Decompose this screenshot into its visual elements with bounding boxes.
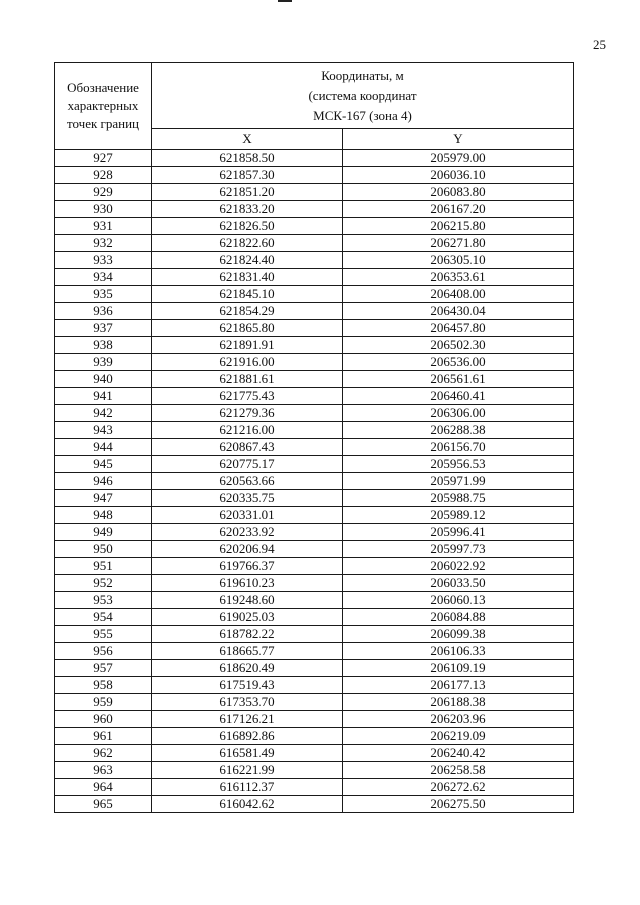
table-row [55, 167, 574, 184]
y-cell: 206288.38 [343, 422, 574, 439]
point-cell: 941 [55, 388, 152, 405]
table-row [55, 541, 574, 558]
point-cell: 943 [55, 422, 152, 439]
y-cell: 206536.00 [343, 354, 574, 371]
x-cell: 621833.20 [152, 201, 343, 218]
coordinates-title-line-2: (система координат [308, 87, 417, 103]
point-cell: 931 [55, 218, 152, 235]
x-cell: 619025.03 [152, 609, 343, 626]
y-cell: 206457.80 [343, 320, 574, 337]
table-row [55, 371, 574, 388]
y-cell: 206203.96 [343, 711, 574, 728]
table-row [55, 694, 574, 711]
x-cell: 621881.61 [152, 371, 343, 388]
y-cell: 205989.12 [343, 507, 574, 524]
y-cell: 206060.13 [343, 592, 574, 609]
table-row [55, 473, 574, 490]
table-row [55, 711, 574, 728]
x-cell: 621775.43 [152, 388, 343, 405]
table-row [55, 592, 574, 609]
table-row [55, 677, 574, 694]
point-column-header: Обозначение характерных точек границ [55, 63, 152, 150]
y-cell: 206099.38 [343, 626, 574, 643]
y-cell: 205997.73 [343, 541, 574, 558]
point-cell: 958 [55, 677, 152, 694]
point-cell: 952 [55, 575, 152, 592]
y-cell: 206408.00 [343, 286, 574, 303]
point-cell: 962 [55, 745, 152, 762]
table-row [55, 218, 574, 235]
coordinates-table [54, 62, 574, 813]
table-row [55, 507, 574, 524]
x-cell: 616221.99 [152, 762, 343, 779]
point-cell: 949 [55, 524, 152, 541]
table-row [55, 337, 574, 354]
x-cell: 621822.60 [152, 235, 343, 252]
table-row [55, 303, 574, 320]
x-cell: 621891.91 [152, 337, 343, 354]
table-row [55, 201, 574, 218]
table-header [55, 63, 574, 150]
table-row [55, 286, 574, 303]
x-cell: 616581.49 [152, 745, 343, 762]
x-cell: 618782.22 [152, 626, 343, 643]
y-cell: 206083.80 [343, 184, 574, 201]
x-cell: 621279.36 [152, 405, 343, 422]
table-body [55, 150, 574, 813]
x-cell: 617353.70 [152, 694, 343, 711]
point-cell: 947 [55, 490, 152, 507]
y-cell: 206502.30 [343, 337, 574, 354]
point-cell: 929 [55, 184, 152, 201]
y-cell: 206219.09 [343, 728, 574, 745]
x-cell: 620775.17 [152, 456, 343, 473]
x-cell: 619610.23 [152, 575, 343, 592]
point-cell: 933 [55, 252, 152, 269]
point-cell: 961 [55, 728, 152, 745]
y-cell: 205979.00 [343, 150, 574, 167]
point-cell: 964 [55, 779, 152, 796]
table-row [55, 796, 574, 813]
point-cell: 948 [55, 507, 152, 524]
y-cell: 206460.41 [343, 388, 574, 405]
coordinates-title-line-1: Координаты, м [321, 67, 404, 83]
point-cell: 942 [55, 405, 152, 422]
x-cell: 618620.49 [152, 660, 343, 677]
y-cell: 205971.99 [343, 473, 574, 490]
x-cell: 618665.77 [152, 643, 343, 660]
point-cell: 936 [55, 303, 152, 320]
y-cell: 205988.75 [343, 490, 574, 507]
table-row [55, 490, 574, 507]
y-cell: 206275.50 [343, 796, 574, 813]
table-row [55, 660, 574, 677]
table-row [55, 456, 574, 473]
table-row [55, 439, 574, 456]
table-row [55, 422, 574, 439]
table-row [55, 252, 574, 269]
point-cell: 946 [55, 473, 152, 490]
point-cell: 940 [55, 371, 152, 388]
x-cell: 620563.66 [152, 473, 343, 490]
x-cell: 620867.43 [152, 439, 343, 456]
x-cell: 621831.40 [152, 269, 343, 286]
x-cell: 621824.40 [152, 252, 343, 269]
y-cell: 206167.20 [343, 201, 574, 218]
y-cell: 206272.62 [343, 779, 574, 796]
y-cell: 206036.10 [343, 167, 574, 184]
x-cell: 621826.50 [152, 218, 343, 235]
point-cell: 937 [55, 320, 152, 337]
point-cell: 939 [55, 354, 152, 371]
x-cell: 621845.10 [152, 286, 343, 303]
x-cell: 621865.80 [152, 320, 343, 337]
table-row [55, 150, 574, 167]
point-cell: 932 [55, 235, 152, 252]
y-cell: 206109.19 [343, 660, 574, 677]
y-cell: 206258.58 [343, 762, 574, 779]
y-cell: 206188.38 [343, 694, 574, 711]
point-cell: 963 [55, 762, 152, 779]
table-row [55, 320, 574, 337]
x-cell: 621854.29 [152, 303, 343, 320]
y-cell: 206106.33 [343, 643, 574, 660]
coordinates-title-line-3: МСК-167 (зона 4) [313, 107, 412, 123]
table-row [55, 643, 574, 660]
table-row [55, 524, 574, 541]
x-cell: 616112.37 [152, 779, 343, 796]
y-cell: 206306.00 [343, 405, 574, 422]
table-row [55, 388, 574, 405]
x-cell: 619766.37 [152, 558, 343, 575]
point-cell: 956 [55, 643, 152, 660]
point-cell: 957 [55, 660, 152, 677]
table-row [55, 779, 574, 796]
y-cell: 206561.61 [343, 371, 574, 388]
y-cell: 206215.80 [343, 218, 574, 235]
top-page-mark [278, 0, 292, 2]
coordinates-column-header [152, 63, 574, 129]
table-row [55, 626, 574, 643]
x-cell: 621858.50 [152, 150, 343, 167]
table-row [55, 762, 574, 779]
table-row [55, 405, 574, 422]
point-cell: 965 [55, 796, 152, 813]
point-cell: 945 [55, 456, 152, 473]
page-number: 25 [593, 37, 606, 52]
point-cell: 960 [55, 711, 152, 728]
table-row [55, 235, 574, 252]
x-cell: 616042.62 [152, 796, 343, 813]
point-cell: 935 [55, 286, 152, 303]
table-row [55, 184, 574, 201]
point-cell: 938 [55, 337, 152, 354]
point-cell: 951 [55, 558, 152, 575]
point-cell: 959 [55, 694, 152, 711]
x-cell: 620233.92 [152, 524, 343, 541]
y-cell: 205956.53 [343, 456, 574, 473]
x-cell: 620206.94 [152, 541, 343, 558]
x-cell: 620335.75 [152, 490, 343, 507]
point-cell: 954 [55, 609, 152, 626]
y-column-header: Y [343, 129, 574, 150]
table-row [55, 728, 574, 745]
table-row [55, 745, 574, 762]
point-cell: 927 [55, 150, 152, 167]
y-cell: 206430.04 [343, 303, 574, 320]
x-column-header: X [152, 129, 343, 150]
table-row [55, 609, 574, 626]
point-cell: 928 [55, 167, 152, 184]
table-row [55, 354, 574, 371]
table-row [55, 269, 574, 286]
x-cell: 617126.21 [152, 711, 343, 728]
y-cell: 206271.80 [343, 235, 574, 252]
header-row-top [55, 63, 574, 129]
table-row [55, 558, 574, 575]
y-cell: 206033.50 [343, 575, 574, 592]
point-cell: 934 [55, 269, 152, 286]
y-cell: 206022.92 [343, 558, 574, 575]
y-cell: 205996.41 [343, 524, 574, 541]
y-cell: 206240.42 [343, 745, 574, 762]
x-cell: 619248.60 [152, 592, 343, 609]
point-cell: 930 [55, 201, 152, 218]
y-cell: 206156.70 [343, 439, 574, 456]
x-cell: 621851.20 [152, 184, 343, 201]
x-cell: 616892.86 [152, 728, 343, 745]
x-cell: 617519.43 [152, 677, 343, 694]
point-cell: 953 [55, 592, 152, 609]
x-cell: 621916.00 [152, 354, 343, 371]
point-cell: 944 [55, 439, 152, 456]
y-cell: 206305.10 [343, 252, 574, 269]
y-cell: 206084.88 [343, 609, 574, 626]
y-cell: 206353.61 [343, 269, 574, 286]
table-row [55, 575, 574, 592]
y-cell: 206177.13 [343, 677, 574, 694]
point-cell: 950 [55, 541, 152, 558]
x-cell: 621216.00 [152, 422, 343, 439]
x-cell: 621857.30 [152, 167, 343, 184]
x-cell: 620331.01 [152, 507, 343, 524]
point-cell: 955 [55, 626, 152, 643]
